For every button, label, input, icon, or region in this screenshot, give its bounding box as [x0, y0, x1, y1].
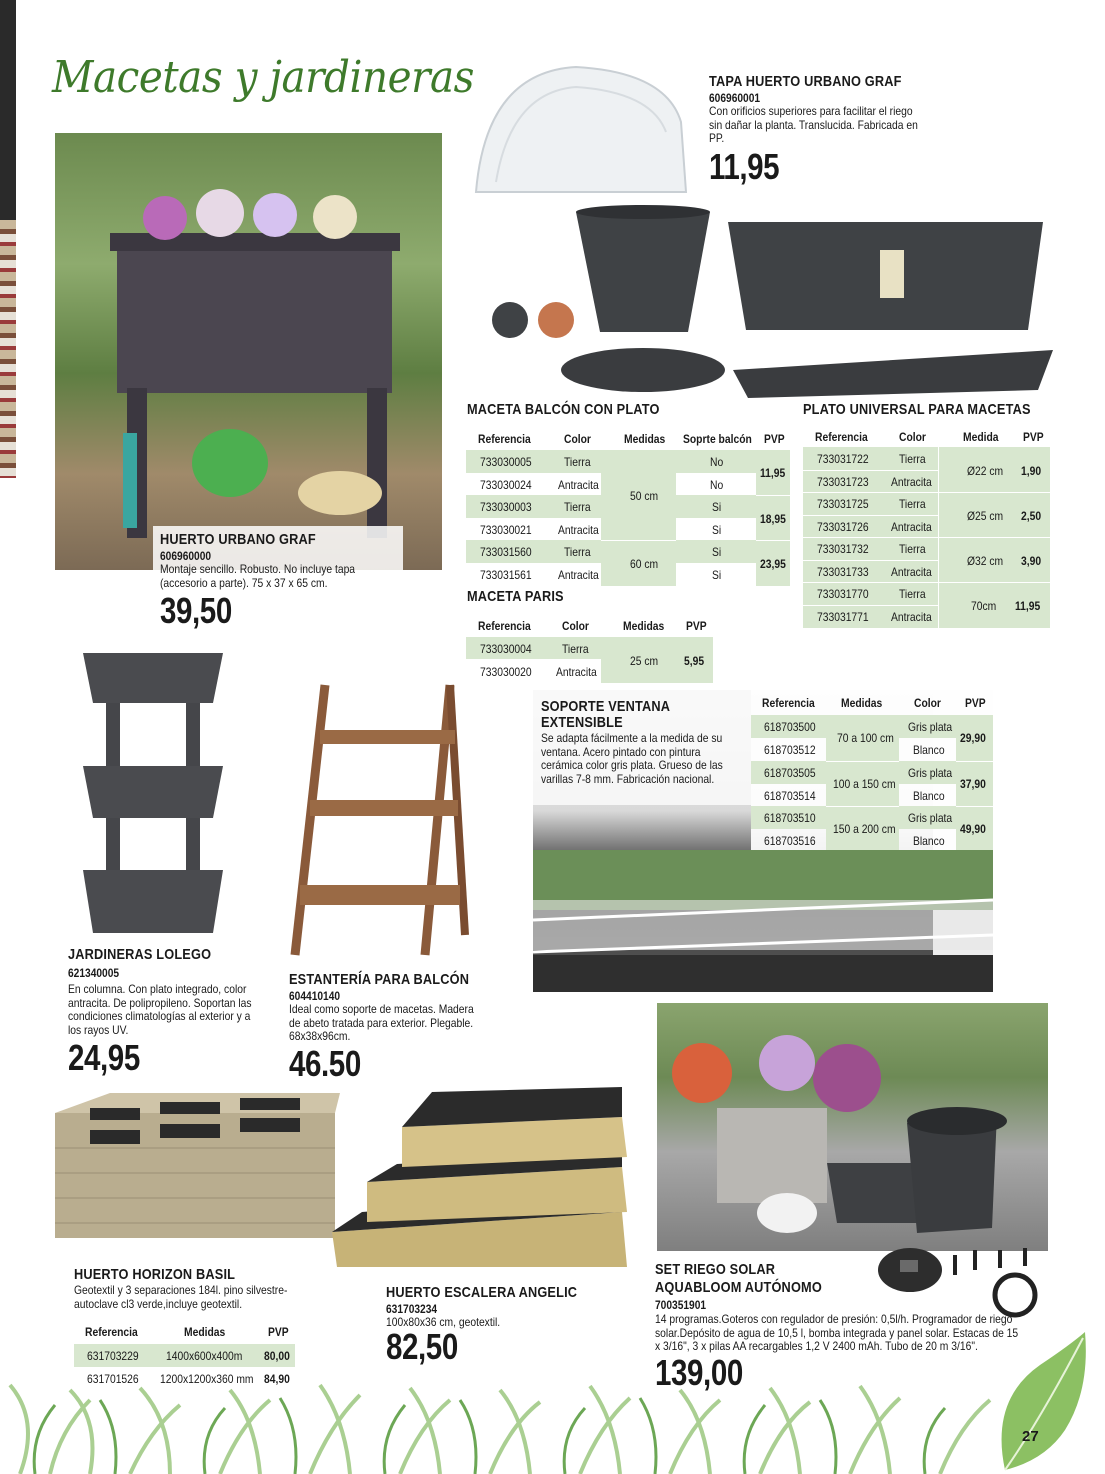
- ba-med-0: 1400x600x400m: [166, 1349, 243, 1363]
- ba-med-1: 1200x1200x360 mm: [160, 1372, 254, 1386]
- pl-th-ref: Referencia: [815, 430, 868, 444]
- mp-pvp: 5,95: [684, 654, 705, 668]
- mb-sop-1: No: [710, 478, 724, 492]
- pl-color-3: Antracita: [891, 520, 932, 534]
- mb-pvp-2: 23,95: [760, 557, 786, 571]
- pl-ref-0: 733031722: [817, 452, 869, 466]
- huerto-urbano-ref: 606960000: [160, 549, 212, 563]
- mb-ref-4: 733031560: [480, 545, 532, 559]
- so-color-2: Gris plata: [908, 766, 953, 780]
- riego-title-2: AQUABLOOM AUTÓNOMO: [655, 1279, 822, 1296]
- riego-price: 139,00: [655, 1352, 743, 1393]
- tapa-desc: Con orificios superiores para facilitar el riego sin dañar la planta. Translucida. Fabricada en PP.: [709, 104, 918, 145]
- mp-color-0: Tierra: [562, 642, 589, 656]
- mb-sop-0: No: [710, 455, 724, 469]
- pl-ref-6: 733031770: [817, 587, 869, 601]
- pl-th-medida: Medida: [963, 430, 999, 444]
- mb-pvp-0: 11,95: [760, 466, 786, 480]
- jardineras-desc: En columna. Con plato integrado, color antracita. De polipropileno. Soportan las condiciones climatologías al exterior y a los rayos UV.: [68, 982, 252, 1037]
- jardineras-image: [78, 648, 228, 938]
- mb-sop-3: Si: [712, 523, 722, 537]
- mp-medidas: 25 cm: [630, 654, 659, 668]
- pl-pvp-1: 2,50: [1021, 509, 1042, 523]
- riego-title-1: SET RIEGO SOLAR: [655, 1261, 776, 1278]
- left-edge-books: [0, 220, 16, 478]
- estanteria-ref: 604410140: [289, 989, 341, 1003]
- mp-th-medidas: Medidas: [623, 619, 665, 633]
- pl-ref-3: 733031726: [817, 520, 869, 534]
- mp-th-pvp: PVP: [686, 619, 707, 633]
- th-medidas: Medidas: [624, 432, 666, 446]
- so-color-1: Blanco: [913, 743, 945, 757]
- so-th-pvp: PVP: [965, 696, 986, 710]
- page-number: 27: [1022, 1428, 1039, 1445]
- pl-th-color: Color: [899, 430, 926, 444]
- pl-color-1: Antracita: [891, 475, 932, 489]
- pl-ref-7: 733031771: [817, 610, 869, 624]
- pl-medida-1: Ø25 cm: [967, 509, 1004, 523]
- so-medidas-0: 70 a 100 cm: [837, 731, 894, 745]
- so-medidas-2: 150 a 200 cm: [833, 822, 896, 836]
- estanteria-image: [285, 675, 485, 965]
- pl-color-7: Antracita: [891, 610, 932, 624]
- so-pvp-1: 37,90: [960, 777, 986, 791]
- ba-pvp-1: 84,90: [264, 1372, 290, 1386]
- so-ref-5: 618703516: [764, 834, 816, 848]
- maceta-balcon-table: [466, 428, 790, 588]
- pl-color-6: Tierra: [899, 587, 926, 601]
- mb-color-4: Tierra: [564, 545, 591, 559]
- so-th-medidas: Medidas: [841, 696, 883, 710]
- tapa-title: TAPA HUERTO URBANO GRAF: [709, 73, 902, 90]
- estanteria-desc: Ideal como soporte de macetas. Madera de abeto tratada para exterior. Plegable. 68x38x96cm.: [289, 1002, 474, 1043]
- tapa-image: [456, 52, 696, 212]
- riego-desc: 14 programas.Goteros con regulador de presión: 0,5l/h. Programador de riego solar.Depósito de agua de 10,5 l, bomba integrada y panel solar. Estacas de 15 x 3/16", 3 x pilas AA recargables 1,2 V 2400 mAh. Tubo de 20 m 3/16".: [655, 1312, 1019, 1353]
- th-referencia: Referencia: [478, 432, 531, 446]
- mb-ref-3: 733030021: [480, 523, 532, 537]
- plato-title: PLATO UNIVERSAL PARA MACETAS: [803, 401, 1031, 418]
- angelic-image: [322, 1082, 642, 1272]
- mb-ref-5: 733031561: [480, 568, 532, 582]
- riego-ref: 700351901: [655, 1298, 707, 1312]
- leaf-icon: [985, 1330, 1090, 1474]
- mb-ref-1: 733030024: [480, 478, 532, 492]
- pl-pvp-3: 11,95: [1015, 599, 1041, 613]
- so-th-ref: Referencia: [762, 696, 815, 710]
- mb-medida-50: 50 cm: [630, 489, 659, 503]
- soporte-title-2: EXTENSIBLE: [541, 714, 623, 731]
- so-pvp-2: 49,90: [960, 822, 986, 836]
- maceta-paris-title: MACETA PARIS: [467, 588, 564, 605]
- mp-color-1: Antracita: [556, 665, 597, 679]
- tapa-price: 11,95: [709, 146, 780, 187]
- pl-color-2: Tierra: [899, 497, 926, 511]
- angelic-ref: 631703234: [386, 1302, 438, 1316]
- huerto-urbano-price: 39,50: [160, 590, 232, 631]
- mb-color-3: Antracita: [558, 523, 599, 537]
- so-ref-1: 618703512: [764, 743, 816, 757]
- ba-th-medidas: Medidas: [184, 1325, 226, 1339]
- huerto-urbano-desc: Montaje sencillo. Robusto. No incluye tapa (accesorio a parte). 75 x 37 x 65 cm.: [160, 562, 356, 590]
- mb-color-5: Antracita: [558, 568, 599, 582]
- so-color-5: Blanco: [913, 834, 945, 848]
- maceta-paris-table: [466, 616, 713, 683]
- th-pvp: PVP: [764, 432, 785, 446]
- so-medidas-1: 100 a 150 cm: [833, 777, 896, 791]
- riego-photo: [657, 1003, 1048, 1251]
- so-ref-3: 618703514: [764, 789, 816, 803]
- estanteria-title: ESTANTERÍA PARA BALCÓN: [289, 971, 470, 988]
- pl-pvp-0: 1,90: [1021, 464, 1042, 478]
- tapa-ref: 606960001: [709, 91, 761, 105]
- so-ref-4: 618703510: [764, 811, 816, 825]
- pl-ref-2: 733031725: [817, 497, 869, 511]
- so-pvp-0: 29,90: [960, 731, 986, 745]
- basil-image: [50, 1088, 342, 1258]
- mb-sop-4: Si: [712, 545, 722, 559]
- mb-color-1: Antracita: [558, 478, 599, 492]
- mp-th-color: Color: [562, 619, 589, 633]
- mb-ref-2: 733030003: [480, 500, 532, 514]
- so-color-3: Blanco: [913, 789, 945, 803]
- mb-color-0: Tierra: [564, 455, 591, 469]
- mp-th-ref: Referencia: [478, 619, 531, 633]
- pl-medida-0: Ø22 cm: [967, 464, 1004, 478]
- basil-desc: Geotextil y 3 separaciones 184l. pino silvestre-autoclave cl3 verde,incluye geotextil.: [74, 1283, 288, 1311]
- pl-pvp-2: 3,90: [1021, 554, 1042, 568]
- huerto-urbano-photo: [55, 133, 442, 570]
- so-ref-0: 618703500: [764, 720, 816, 734]
- planter-illustration: [55, 133, 442, 570]
- mb-sop-5: Si: [712, 568, 722, 582]
- ba-pvp-0: 80,00: [264, 1349, 290, 1363]
- angelic-desc: 100x80x36 cm, geotextil.: [386, 1315, 501, 1329]
- plato-table: [803, 427, 1050, 629]
- grass-decoration: [0, 1380, 1105, 1474]
- mp-ref-1: 733030020: [480, 665, 532, 679]
- th-soporte: Soprte balcón: [683, 432, 752, 446]
- pl-medida-3: 70cm: [971, 599, 997, 613]
- so-ref-2: 618703505: [764, 766, 816, 780]
- page-title: Macetas y jardineras: [52, 52, 474, 103]
- soporte-table: [751, 690, 993, 850]
- so-th-color: Color: [914, 696, 941, 710]
- jardineras-price: 24,95: [68, 1037, 140, 1078]
- mb-ref-0: 733030005: [480, 455, 532, 469]
- soporte-title-1: SOPORTE VENTANA: [541, 698, 671, 715]
- mp-ref-0: 733030004: [480, 642, 532, 656]
- pl-medida-2: Ø32 cm: [967, 554, 1004, 568]
- pl-ref-1: 733031723: [817, 475, 869, 489]
- pl-ref-5: 733031733: [817, 565, 869, 579]
- pl-color-0: Tierra: [899, 452, 926, 466]
- pl-color-4: Tierra: [899, 542, 926, 556]
- ba-ref-0: 631703229: [87, 1349, 139, 1363]
- riego-accessories: [875, 1240, 1045, 1320]
- maceta-balcon-title: MACETA BALCÓN CON PLATO: [467, 401, 660, 418]
- jardineras-ref: 621340005: [68, 966, 120, 980]
- angelic-title: HUERTO ESCALERA ANGELIC: [386, 1284, 578, 1301]
- mb-sop-2: Si: [712, 500, 722, 514]
- soporte-desc: Se adapta fácilmente a la medida de su ventana. Acero pintado con pintura cerámica color gris plata. Grueso de las varillas 7-8 mm. Fabricación nacional.: [541, 731, 723, 786]
- pl-th-pvp: PVP: [1023, 430, 1044, 444]
- jardineras-title: JARDINERAS LOLEGO: [68, 946, 212, 963]
- estanteria-price: 46.50: [289, 1043, 361, 1084]
- macetas-image: [488, 200, 1068, 400]
- so-color-0: Gris plata: [908, 720, 953, 734]
- so-color-4: Gris plata: [908, 811, 953, 825]
- huerto-urbano-title: HUERTO URBANO GRAF: [160, 531, 316, 548]
- basil-title: HUERTO HORIZON BASIL: [74, 1266, 236, 1283]
- mb-color-2: Tierra: [564, 500, 591, 514]
- mb-pvp-1: 18,95: [760, 512, 786, 526]
- th-color: Color: [564, 432, 591, 446]
- ba-th-ref: Referencia: [85, 1325, 138, 1339]
- angelic-price: 82,50: [386, 1326, 458, 1367]
- ba-th-pvp: PVP: [268, 1325, 289, 1339]
- pl-color-5: Antracita: [891, 565, 932, 579]
- ba-ref-1: 631701526: [87, 1372, 139, 1386]
- pl-ref-4: 733031732: [817, 542, 869, 556]
- mb-medida-60: 60 cm: [630, 557, 659, 571]
